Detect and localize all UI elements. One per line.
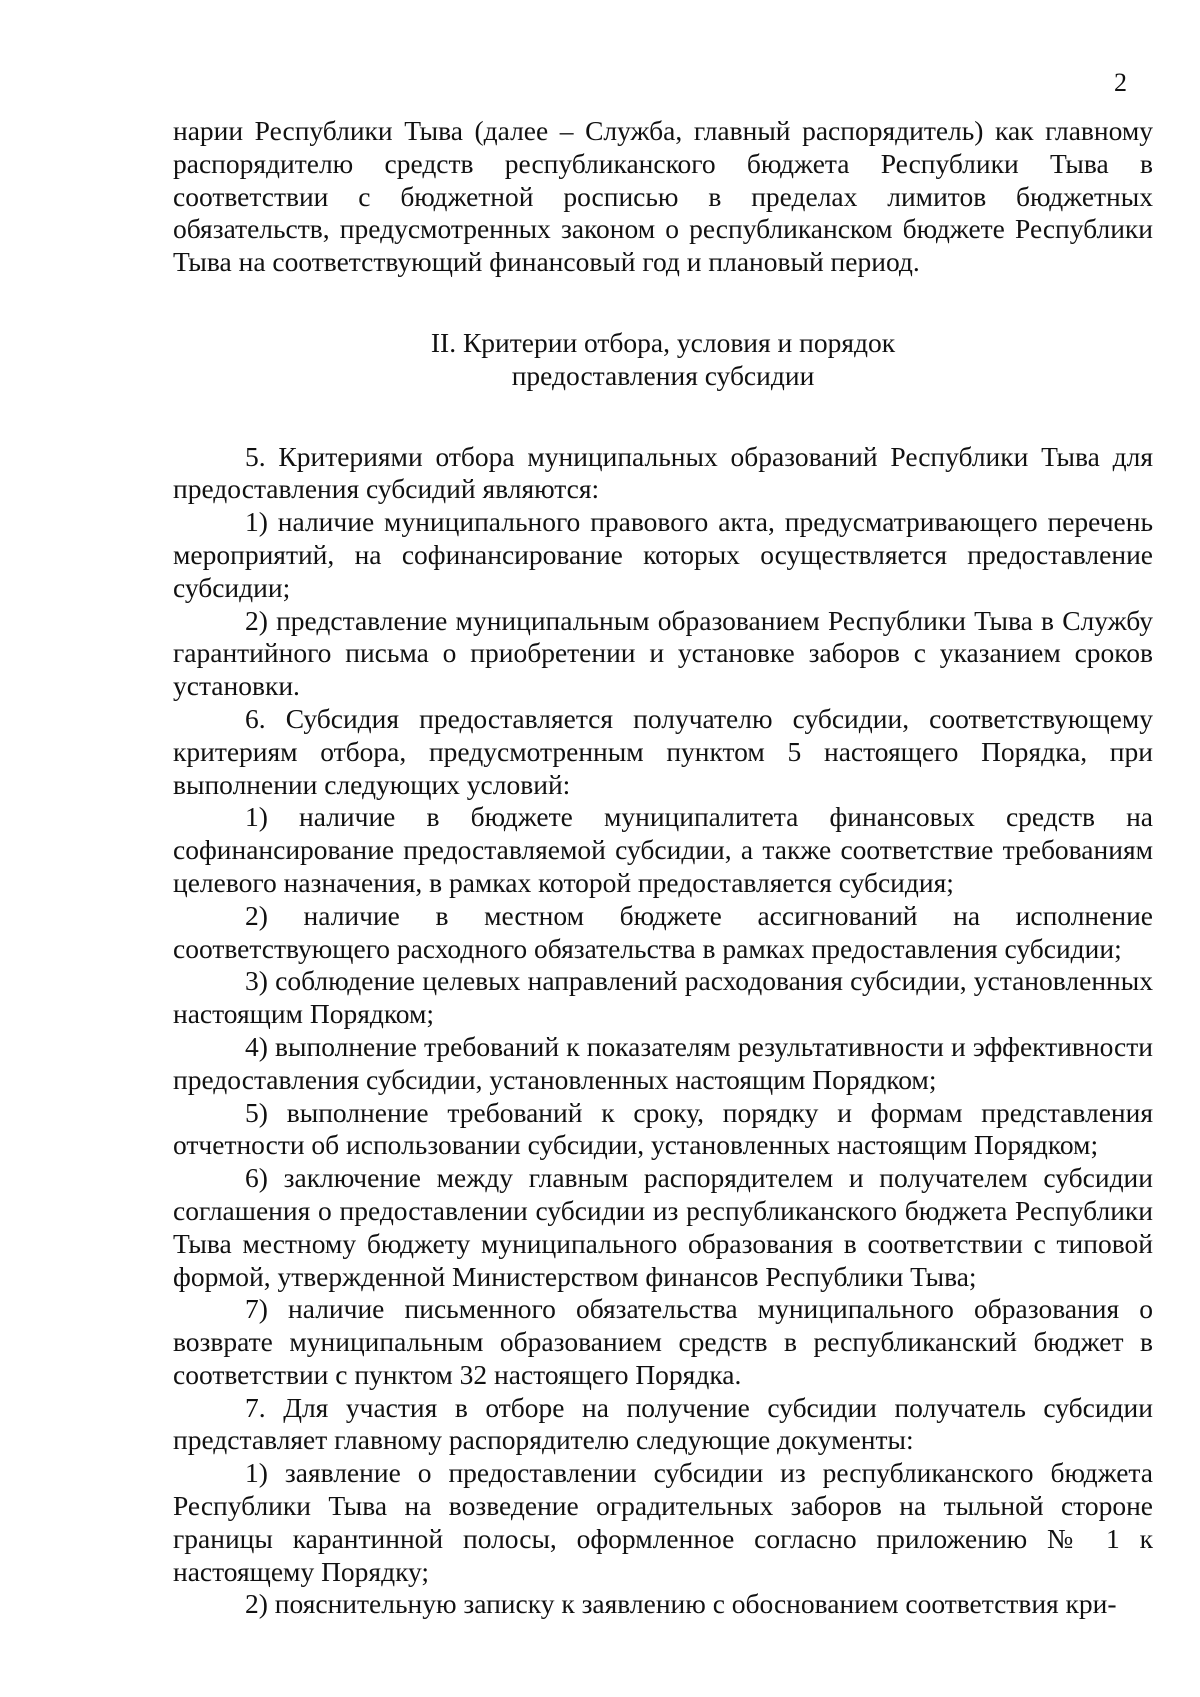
paragraph-6-item-2: 2) наличие в местном бюджете ассигнований на исполнение соответствующего расходного обязательства в рамках предоставления субсидии; xyxy=(173,899,1153,964)
paragraph-6: 6. Субсидия предоставляется получателю субсидии, соответствующему критериям отбора, предусмотренным пунктом 5 настоящего Порядка, при выполнении следующих условий: xyxy=(173,702,1153,800)
paragraph-6-item-6: 6) заключение между главным распорядителем и получателем субсидии соглашения о предоставлении субсидии из республиканского бюджета Республики Тыва местному бюджету муниципального образования в соответствии с типовой формой, утвержденной Министерством финансов Республики Тыва; xyxy=(173,1162,1153,1292)
paragraph-5-item-1: 1) наличие муниципального правового акта, предусматривающего перечень мероприятий, на софинансирование которых осуществляется предоставление субсидии; xyxy=(173,506,1153,603)
paragraph-7: 7. Для участия в отборе на получение субсидии получатель субсидии представляет главному распорядителю следующие документы: xyxy=(173,1391,1153,1456)
section-heading-line-1: II. Критерии отбора, условия и порядок xyxy=(430,326,896,358)
paragraph-7-item-1: 1) заявление о предоставлении субсидии из республиканского бюджета Республики Тыва на возведение оградительных заборов на тыльной стороне границы карантинной полосы, оформленное согласно приложению № 1 к настоящему Порядку; xyxy=(173,1457,1153,1587)
paragraph-6-item-3: 3) соблюдение целевых направлений расходования субсидии, установленных настоящим Порядком; xyxy=(173,965,1153,1030)
paragraph-7-item-2: 2) пояснительную записку к заявлению с обоснованием соответствия кри- xyxy=(245,1588,1117,1620)
paragraph-5: 5. Критериями отбора муниципальных образований Республики Тыва для предоставления субсидий являются: xyxy=(173,440,1153,505)
document-body xyxy=(173,115,1153,1621)
page-number: 2 xyxy=(1114,68,1127,97)
section-heading-line-2: предоставления субсидии xyxy=(511,359,815,391)
paragraph-6-item-4: 4) выполнение требований к показателям результативности и эффективности предоставления субсидии, установленных настоящим Порядком; xyxy=(173,1030,1153,1095)
intro-paragraph: нарии Республики Тыва (далее – Служба, главный распорядитель) как главному распорядителю средств республиканского бюджета Республики Тыва в соответствии с бюджетной росписью в пределах лимитов бюджетных обязательств, предусмотренных законом о республиканском бюджете Республики Тыва на соответствующий финансовый год и плановый период. xyxy=(173,115,1153,278)
paragraph-6-item-1: 1) наличие в бюджете муниципалитета финансовых средств на софинансирование предоставляемой субсидии, а также соответствие требованиям целевого назначения, в рамках которой предоставляется субсидия; xyxy=(173,801,1153,898)
paragraph-5-item-2: 2) представление муниципальным образованием Республики Тыва в Службу гарантийного письма о приобретении и установке заборов с указанием сроков установки. xyxy=(173,604,1153,702)
paragraph-6-item-7: 7) наличие письменного обязательства муниципального образования о возврате муниципальным образованием средств в республиканский бюджет в соответствии с пунктом 32 настоящего Порядка. xyxy=(173,1293,1153,1390)
section-heading xyxy=(173,327,1153,393)
paragraph-6-item-5: 5) выполнение требований к сроку, порядку и формам представления отчетности об использовании субсидии, установленных настоящим Порядком; xyxy=(173,1096,1153,1161)
